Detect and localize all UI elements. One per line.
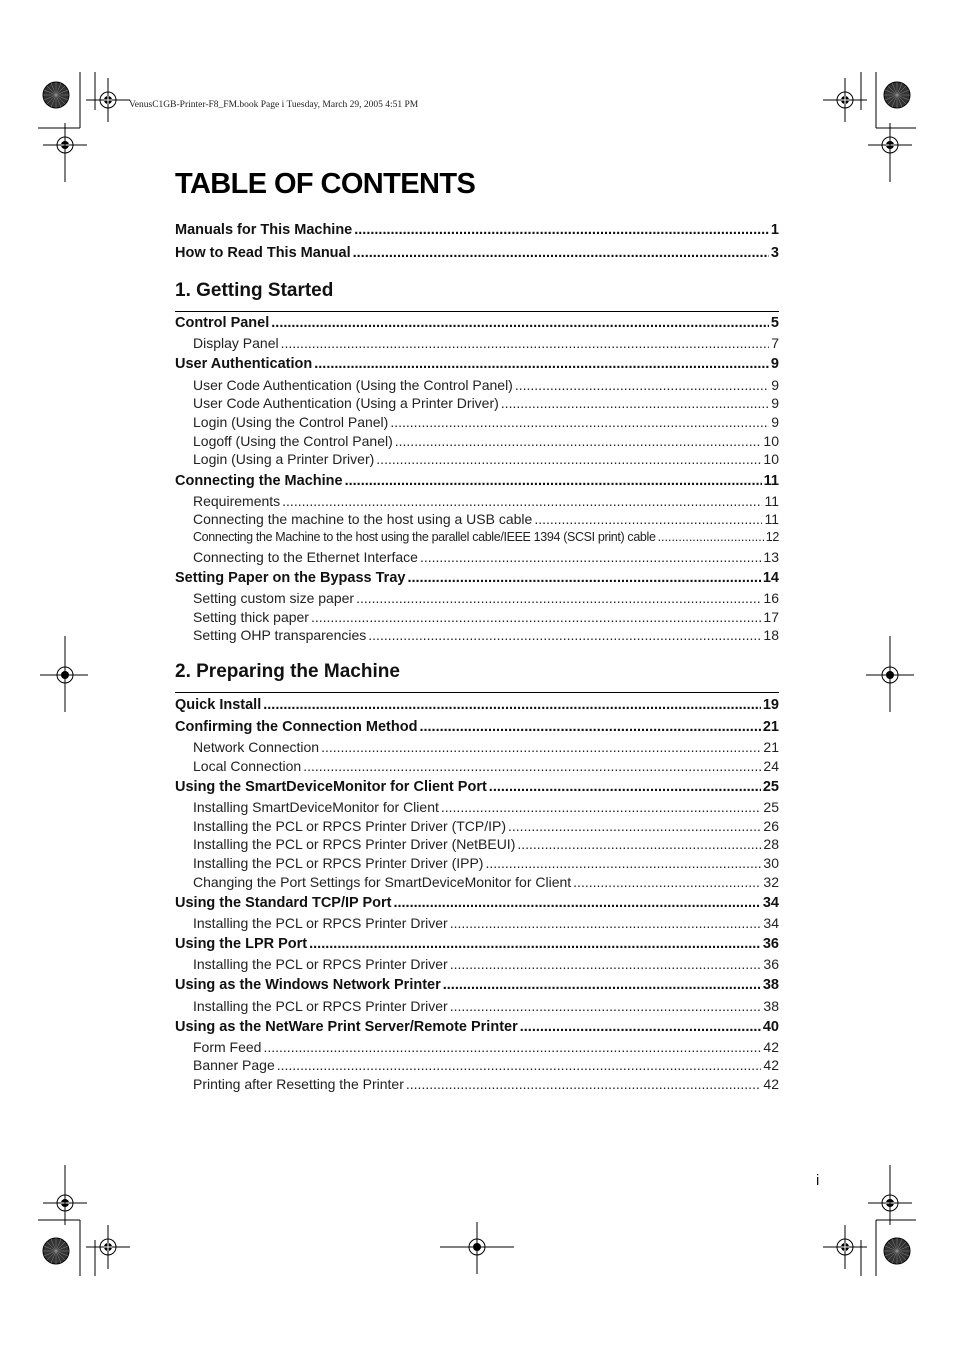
toc-entry-page: 21 — [763, 739, 779, 755]
bottom-center-mark — [440, 1222, 514, 1274]
middle-right-mark — [866, 636, 914, 712]
toc-entry-page: 18 — [763, 627, 779, 643]
toc-entry-page: 14 — [762, 570, 779, 586]
toc-entry-page: 42 — [763, 1076, 779, 1092]
toc-subsection-entry[interactable] — [193, 998, 779, 1014]
dot-leader — [271, 315, 769, 331]
toc-subsection-entry[interactable] — [193, 799, 779, 815]
toc-section-entry[interactable] — [175, 977, 779, 993]
toc-entry-title: Confirming the Connection Method — [175, 719, 418, 735]
toc-entry-page: 36 — [762, 936, 779, 952]
toc-entry-title: User Authentication — [175, 356, 313, 372]
toc-subsection-entry[interactable] — [193, 915, 779, 931]
print-header-note: VenusC1GB-Printer-F8_FM.book Page i Tuesday, March 29, 2005 4:51 PM — [129, 100, 419, 110]
toc-section-entry[interactable] — [175, 315, 779, 331]
toc-subsection-entry[interactable] — [193, 493, 779, 509]
toc-entry-title: Setting OHP transparencies — [193, 627, 367, 643]
dot-leader — [356, 590, 761, 606]
toc-subsection-entry[interactable] — [193, 956, 779, 972]
toc-subsection-entry[interactable] — [193, 511, 779, 527]
toc-section-entry[interactable] — [175, 356, 779, 372]
toc-entry-page: 9 — [770, 356, 779, 372]
dot-leader — [658, 530, 764, 544]
toc-entry-title: Quick Install — [175, 697, 262, 713]
dot-leader — [406, 1076, 762, 1092]
toc-entry-title: Login (Using a Printer Driver) — [193, 451, 375, 467]
dot-leader — [441, 799, 762, 815]
toc-entry-title: Setting custom size paper — [193, 590, 355, 606]
middle-left-mark — [40, 636, 88, 712]
toc-entry-page: 9 — [771, 395, 779, 411]
dot-leader — [485, 855, 761, 871]
toc-entry-page: 42 — [763, 1057, 779, 1073]
toc-entry-title: Setting thick paper — [193, 609, 309, 625]
toc-entry-title: Setting Paper on the Bypass Tray — [175, 570, 406, 586]
toc-entry-title: User Code Authentication (Using a Printer Driver) — [193, 395, 499, 411]
dot-leader — [263, 697, 761, 713]
toc-entry-title: Login (Using the Control Panel) — [193, 414, 389, 430]
toc-entry-page: 26 — [763, 818, 779, 834]
toc-entry-title: Installing SmartDeviceMonitor for Client — [193, 799, 439, 815]
top-right-marks — [823, 72, 916, 182]
toc-entry-page: 34 — [762, 895, 779, 911]
toc-entry-title: Using the Standard TCP/IP Port — [175, 895, 392, 911]
bottom-right-marks — [823, 1165, 916, 1276]
dot-leader — [345, 473, 762, 489]
toc-entry-page: 25 — [763, 799, 779, 815]
dot-leader — [354, 222, 769, 238]
toc-entry-page: 36 — [763, 956, 779, 972]
toc-subsection-entry[interactable] — [193, 1057, 779, 1073]
toc-main-entry[interactable] — [175, 222, 779, 238]
page-number: i — [816, 1172, 820, 1189]
dot-leader — [517, 836, 761, 852]
toc-section-entry[interactable] — [175, 1019, 779, 1035]
toc-section-entry[interactable] — [175, 697, 779, 713]
toc-entry-title: Requirements — [193, 493, 281, 509]
dot-leader — [309, 936, 761, 952]
dot-leader — [303, 758, 761, 774]
dot-leader — [443, 977, 761, 993]
toc-entry-title: Using as the Windows Network Printer — [175, 977, 441, 993]
toc-subsection-entry[interactable] — [193, 818, 779, 834]
toc-entry-page: 40 — [762, 1019, 779, 1035]
dot-leader — [450, 956, 762, 972]
toc-entry-page: 9 — [771, 414, 779, 430]
toc-entry-title: Logoff (Using the Control Panel) — [193, 433, 393, 449]
toc-subsection-entry[interactable] — [193, 855, 779, 871]
dot-leader — [508, 818, 761, 834]
toc-entry-page: 10 — [763, 433, 779, 449]
dot-leader — [393, 895, 760, 911]
bottom-left-marks — [38, 1165, 130, 1276]
top-left-marks — [38, 72, 130, 182]
toc-entry-title: Using the SmartDeviceMonitor for Client Port — [175, 779, 487, 795]
toc-entry-title: Manuals for This Machine — [175, 222, 353, 238]
toc-section-entry[interactable] — [175, 473, 779, 489]
toc-section-entry[interactable] — [175, 936, 779, 952]
dot-leader — [515, 377, 769, 393]
dot-leader — [407, 570, 760, 586]
toc-section-entry[interactable] — [175, 779, 779, 795]
dot-leader — [395, 433, 762, 449]
toc-entry-page: 11 — [764, 493, 779, 509]
toc-entry-page: 5 — [770, 315, 779, 331]
toc-section-entry[interactable] — [175, 570, 779, 586]
toc-subsection-entry[interactable] — [193, 739, 779, 755]
toc-subsection-entry[interactable] — [193, 1039, 779, 1055]
toc-entry-title: User Code Authentication (Using the Control Panel) — [193, 377, 513, 393]
dot-leader — [321, 739, 761, 755]
toc-entry-page: 1 — [770, 222, 779, 238]
dot-leader — [573, 874, 761, 890]
toc-subsection-entry[interactable] — [193, 530, 779, 544]
dot-leader — [376, 451, 761, 467]
toc-entry-page: 38 — [763, 998, 779, 1014]
toc-entry-page: 34 — [763, 915, 779, 931]
toc-entry-page: 19 — [762, 697, 779, 713]
toc-entry-title: Local Connection — [193, 758, 302, 774]
toc-subsection-entry[interactable] — [193, 433, 779, 449]
toc-entry-page: 32 — [763, 874, 779, 890]
dot-leader — [311, 609, 761, 625]
dot-leader — [534, 511, 762, 527]
dot-leader — [281, 335, 770, 351]
toc-subsection-entry[interactable] — [193, 377, 779, 393]
toc-entry-page: 7 — [771, 335, 779, 351]
toc-entry-title: Form Feed — [193, 1039, 262, 1055]
dot-leader — [282, 493, 762, 509]
toc-entry-page: 11 — [764, 511, 779, 527]
toc-entry-page: 28 — [763, 836, 779, 852]
chapter-heading[interactable]: 2. Preparing the Machine — [175, 661, 779, 693]
toc-entry-page: 24 — [763, 758, 779, 774]
toc-section-entry[interactable] — [175, 719, 779, 735]
toc-entry-page: 9 — [771, 377, 779, 393]
toc-entry-title: Installing the PCL or RPCS Printer Driver (NetBEUI) — [193, 836, 516, 852]
toc-entry-page: 12 — [765, 530, 779, 544]
dot-leader — [353, 245, 769, 261]
toc-entry-title: Printing after Resetting the Printer — [193, 1076, 404, 1092]
toc-entry-page: 16 — [763, 590, 779, 606]
toc-subsection-entry[interactable] — [193, 1076, 779, 1092]
toc-entry-title: Changing the Port Settings for SmartDeviceMonitor for Client — [193, 874, 572, 890]
dot-leader — [489, 779, 761, 795]
dot-leader — [263, 1039, 761, 1055]
dot-leader — [419, 719, 760, 735]
chapter-heading[interactable]: 1. Getting Started — [175, 280, 779, 312]
toc-subsection-entry[interactable] — [193, 874, 779, 890]
dot-leader — [390, 414, 769, 430]
toc-entry-page: 30 — [763, 855, 779, 871]
toc-entry-title: Installing the PCL or RPCS Printer Driver — [193, 998, 448, 1014]
toc-entry-title: Control Panel — [175, 315, 270, 331]
dot-leader — [450, 998, 762, 1014]
toc-entry-title: Banner Page — [193, 1057, 275, 1073]
toc-subsection-entry[interactable] — [193, 395, 779, 411]
dot-leader — [314, 356, 769, 372]
toc-entry-title: Installing the PCL or RPCS Printer Driver — [193, 915, 448, 931]
dot-leader — [450, 915, 762, 931]
toc-entry-title: Connecting the machine to the host using a USB cable — [193, 511, 533, 527]
toc-subsection-entry[interactable] — [193, 609, 779, 625]
toc-entry-title: Display Panel — [193, 335, 279, 351]
toc-entry-page: 11 — [763, 473, 779, 489]
toc-entry-title: How to Read This Manual — [175, 245, 351, 261]
toc-entry-page: 21 — [762, 719, 779, 735]
dot-leader — [277, 1057, 762, 1073]
toc-subsection-entry[interactable] — [193, 758, 779, 774]
toc-entry-title: Connecting the Machine — [175, 473, 343, 489]
toc-entry-title: Connecting to the Ethernet Interface — [193, 549, 418, 565]
toc-subsection-entry[interactable] — [193, 414, 779, 430]
toc-subsection-entry[interactable] — [193, 335, 779, 351]
toc-entry-page: 10 — [763, 451, 779, 467]
toc-entry-title: Connecting the Machine to the host using the parallel cable/IEEE 1394 (SCSI print) cable — [193, 530, 656, 544]
toc-entry-page: 38 — [762, 977, 779, 993]
toc-entry-page: 13 — [763, 549, 779, 565]
dot-leader — [520, 1019, 761, 1035]
toc-subsection-entry[interactable] — [193, 627, 779, 643]
toc-subsection-entry[interactable] — [193, 549, 779, 565]
dot-leader — [420, 549, 761, 565]
toc-entry-title: Using as the NetWare Print Server/Remote Printer — [175, 1019, 518, 1035]
toc-entry-page: 17 — [763, 609, 779, 625]
dot-leader — [501, 395, 769, 411]
dot-leader — [368, 627, 761, 643]
toc-entry-title: Installing the PCL or RPCS Printer Driver — [193, 956, 448, 972]
toc-main-entry[interactable] — [175, 245, 779, 261]
toc-subsection-entry[interactable] — [193, 590, 779, 606]
toc-entry-page: 3 — [770, 245, 779, 261]
page-title: TABLE OF CONTENTS — [175, 168, 476, 200]
toc-entry-page: 42 — [763, 1039, 779, 1055]
toc-entry-title: Installing the PCL or RPCS Printer Driver (IPP) — [193, 855, 484, 871]
toc-entry-page: 25 — [762, 779, 779, 795]
toc-entry-title: Using the LPR Port — [175, 936, 308, 952]
toc-entry-title: Installing the PCL or RPCS Printer Driver (TCP/IP) — [193, 818, 507, 834]
toc-entry-title: Network Connection — [193, 739, 320, 755]
toc-subsection-entry[interactable] — [193, 836, 779, 852]
toc-subsection-entry[interactable] — [193, 451, 779, 467]
toc-section-entry[interactable] — [175, 895, 779, 911]
